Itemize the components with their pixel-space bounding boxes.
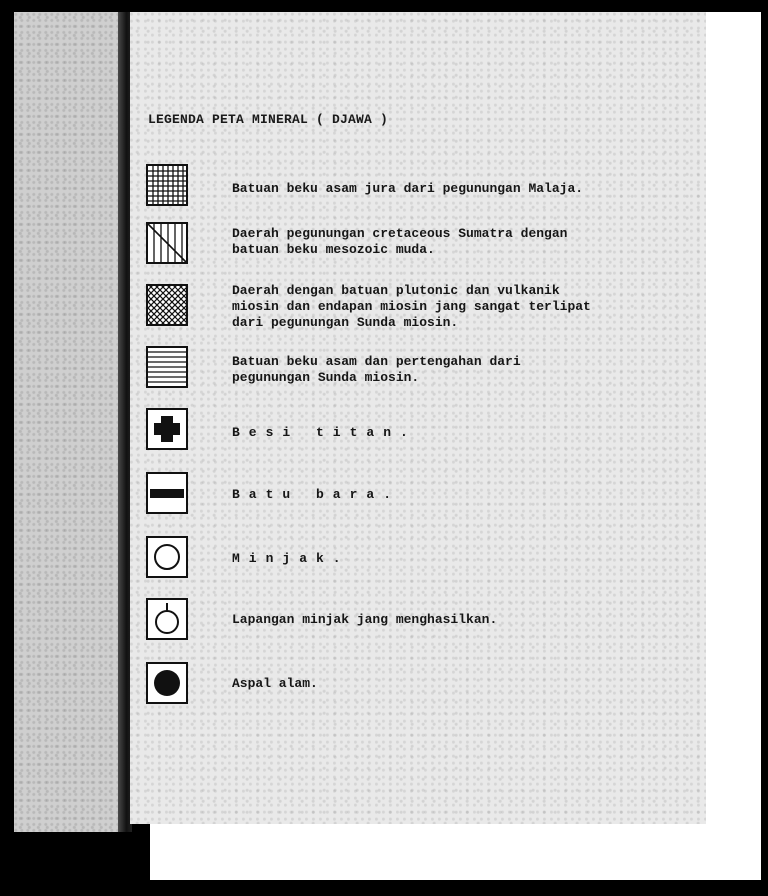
grid-hatch-icon — [146, 164, 188, 206]
legend-desc-line: pegunungan Sunda miosin. — [232, 370, 420, 385]
legend-desc-5 — [232, 425, 417, 441]
filled-circle-icon — [146, 662, 188, 704]
legend-desc-line: Daerah pegunungan cretaceous Sumatra dengan — [232, 226, 568, 241]
scanned-left-page — [14, 12, 122, 832]
legend-desc-2 — [232, 226, 567, 258]
legend-desc-line: Lapangan minjak jang menghasilkan. — [232, 612, 498, 627]
bar-icon — [146, 472, 188, 514]
legend-title: LEGENDA PETA MINERAL ( DJAWA ) — [148, 112, 389, 127]
legend-desc-8 — [232, 612, 497, 628]
legend-desc-line: Aspal alam. — [232, 676, 318, 691]
legend-desc-4 — [232, 354, 521, 386]
legend-desc-line: Batu bara. — [232, 487, 401, 502]
legend-desc-line: batuan beku mesozoic muda. — [232, 242, 435, 257]
horizontal-lines-icon — [146, 346, 188, 388]
legend-desc-line: Minjak. — [232, 551, 350, 566]
document-page — [130, 12, 706, 824]
cross-icon — [146, 408, 188, 450]
legend-desc-3 — [232, 283, 591, 331]
legend-desc-line: Batuan beku asam jura dari pegunungan Malaja. — [232, 181, 584, 196]
legend-desc-7 — [232, 551, 350, 567]
legend-desc-line: dari pegunungan Sunda miosin. — [232, 315, 459, 330]
circle-icon — [146, 536, 188, 578]
page-margin-right — [706, 12, 761, 824]
diagonal-hatch-icon — [146, 222, 188, 264]
legend-desc-1 — [232, 181, 583, 197]
legend-desc-line: miosin dan endapan miosin jang sangat terlipat — [232, 299, 591, 314]
legend-desc-line: Besi titan. — [232, 425, 417, 440]
legend-desc-9 — [232, 676, 318, 692]
legend-desc-line: Daerah dengan batuan plutonic dan vulkanik — [232, 283, 560, 298]
legend-desc-line: Batuan beku asam dan pertengahan dari — [232, 354, 521, 369]
cross-hatch-icon — [146, 284, 188, 326]
legend-desc-6 — [232, 487, 400, 503]
circle-with-stem-icon — [146, 598, 188, 640]
page-margin-bottom — [150, 824, 761, 880]
